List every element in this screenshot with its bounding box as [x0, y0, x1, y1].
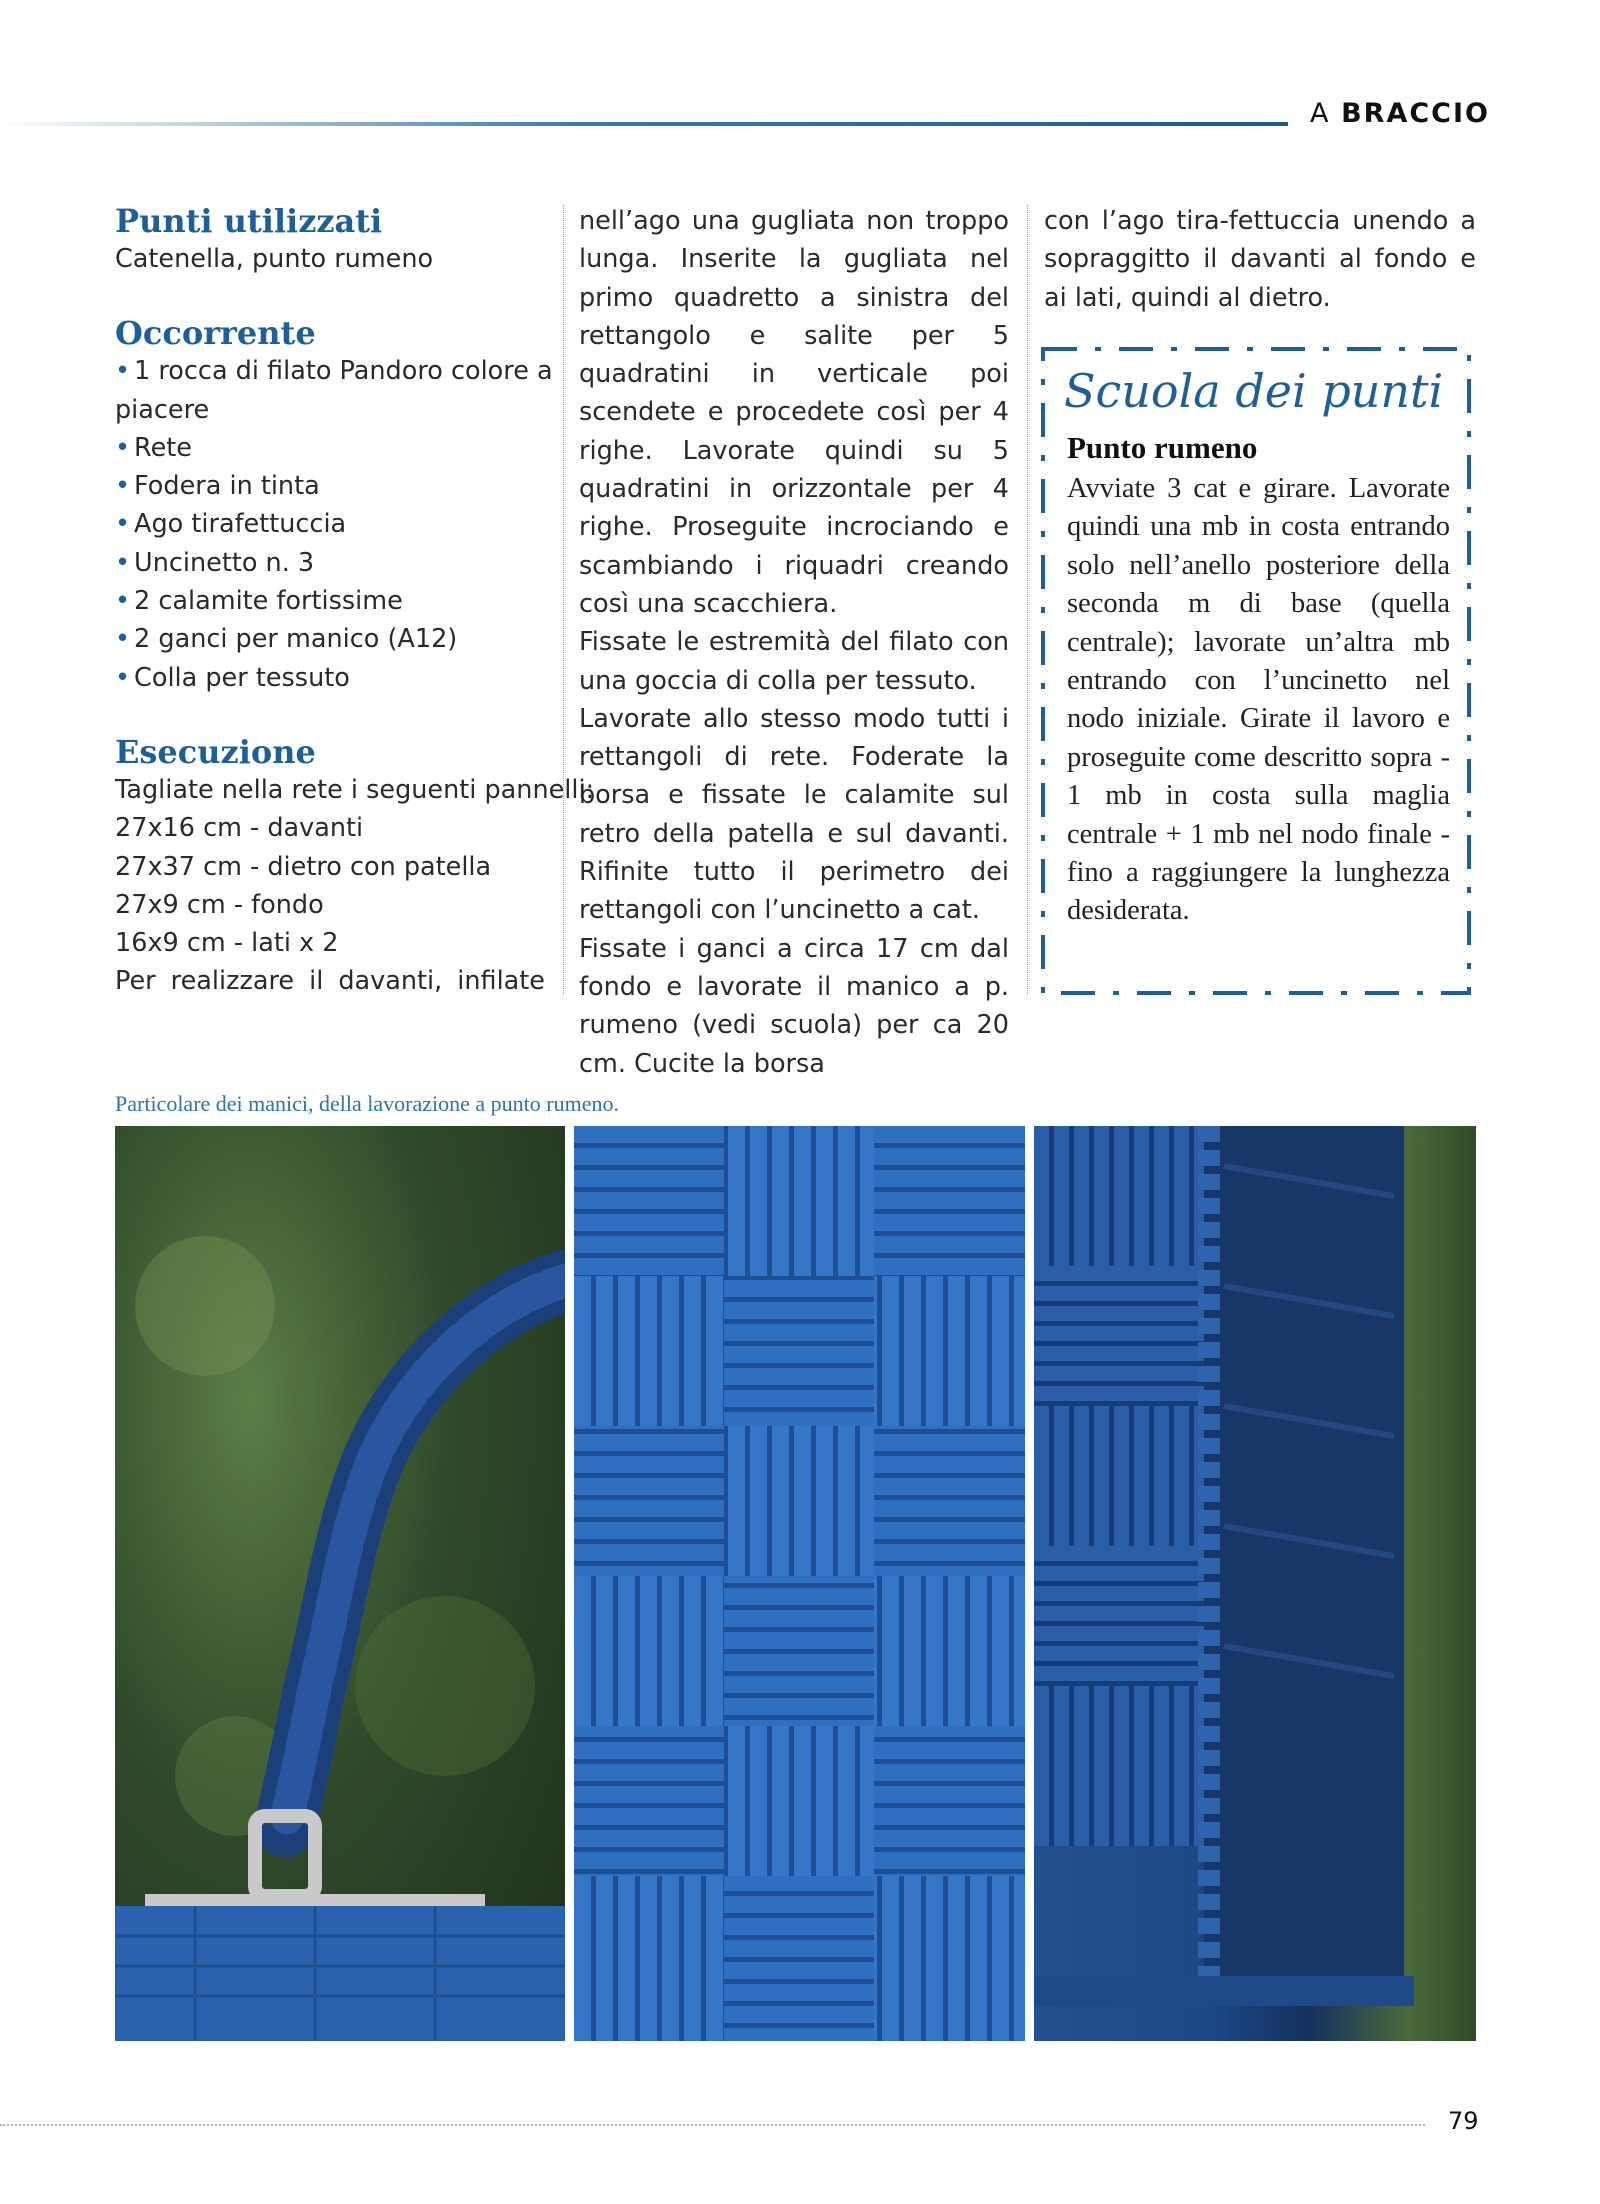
- bag-corner-illustration: [1034, 1126, 1476, 2041]
- box-text: Avviate 3 cat e girare. Lavorate quindi una mb in costa entrando solo nell’anello posteriore della seconda m di base (quella centrale); lavorate un’altra mb entrando con l’uncinetto nel nodo iniziale. Girate il lavoro e proseguite come descritto sopra - 1 mb in costa sulla maglia centrale + 1 mb nel nodo finale - fino a raggiungere la lunghezza desiderata.: [1067, 473, 1450, 927]
- box-subtitle: Punto rumeno: [1067, 430, 1258, 465]
- photo-caption: Particolare dei manici, della lavorazione a punto rumeno.: [115, 1091, 619, 1116]
- list-item: • 1 rocca di filato Pandoro colore a: [115, 352, 545, 390]
- list-item: • Uncinetto n. 3: [115, 544, 545, 582]
- scuola-dei-punti-box: [1040, 346, 1472, 996]
- paragraph: con l’ago tira-fettuccia unendo a sopraggitto il davanti al fondo e ai lati, quindi al dietro.: [1044, 206, 1476, 313]
- column-divider: [563, 205, 564, 995]
- photo-bag-corner: [1034, 1126, 1476, 2041]
- list-item: • 2 ganci per manico (A12): [115, 620, 545, 658]
- photo-mesh-pattern: [574, 1126, 1025, 2041]
- esecuzione-line: Per realizzare il davanti, infilate: [115, 966, 545, 997]
- photo-handle: [115, 1126, 565, 2041]
- heading-esecuzione: Esecuzione: [115, 732, 316, 771]
- esecuzione-line: 27x37 cm - dietro con patella: [115, 851, 492, 882]
- list-item: • Fodera in tinta: [115, 467, 545, 505]
- list-item-continuation: piacere: [115, 394, 210, 425]
- section-name: BRACCIO: [1341, 98, 1490, 129]
- heading-occorrente: Occorrente: [115, 314, 316, 353]
- list-item: • 2 calamite fortissime: [115, 582, 545, 620]
- mesh-pattern-illustration: [574, 1126, 1025, 2041]
- column-left: [115, 202, 595, 1001]
- column-middle: [579, 202, 1009, 1083]
- list-item: • Colla per tessuto: [115, 659, 545, 697]
- paragraph: Fissate le estremità del filato con una goccia di colla per tessuto.: [579, 627, 1009, 696]
- esecuzione-line: 27x16 cm - davanti: [115, 813, 364, 844]
- paragraph: Fissate i ganci a circa 17 cm dal fondo e lavorate il manico a p. rumeno (vedi scuola) per ca 20 cm. Cucite la borsa: [579, 933, 1009, 1079]
- esecuzione-line: 27x9 cm - fondo: [115, 889, 324, 920]
- esecuzione-line: 16x9 cm - lati x 2: [115, 928, 339, 959]
- section-label: [1310, 98, 1490, 129]
- list-item: • Ago tirafettuccia: [115, 505, 545, 543]
- column-divider: [1027, 205, 1028, 995]
- column-right: [1044, 202, 1476, 317]
- handle-photo-illustration: [115, 1126, 565, 2041]
- footer-rule: [0, 2124, 1425, 2126]
- header-rule: [0, 122, 1288, 126]
- page-number: 79: [1448, 2107, 1479, 2135]
- list-item: • Rete: [115, 429, 545, 467]
- heading-punti-utilizzati: Punti utilizzati: [115, 202, 383, 240]
- paragraph: Lavorate allo stesso modo tutti i rettangoli di rete. Foderate la borsa e fissate le calamite sul retro della patella e sul davanti. Rifinite tutto il perimetro dei rettangoli con l’uncinetto a cat.: [579, 703, 1009, 926]
- paragraph: nell’ago una gugliata non troppo lunga. Inserite la gugliata nel primo quadretto a sinistra del rettangolo e salite per 5 quadratini in verticale poi scendete e procedete così per 4 righe. Lavorate quindi su 5 quadratini in orizzontale per 4 righe. Proseguite incrociando e scambiando i riquadri creando così una scacchiera.: [579, 206, 1009, 619]
- esecuzione-line: Tagliate nella rete i seguenti pannelli:: [115, 774, 595, 805]
- section-prefix: A: [1310, 98, 1331, 129]
- punti-text: Catenella, punto rumeno: [115, 244, 434, 274]
- box-title: Scuola dei punti: [1064, 364, 1444, 418]
